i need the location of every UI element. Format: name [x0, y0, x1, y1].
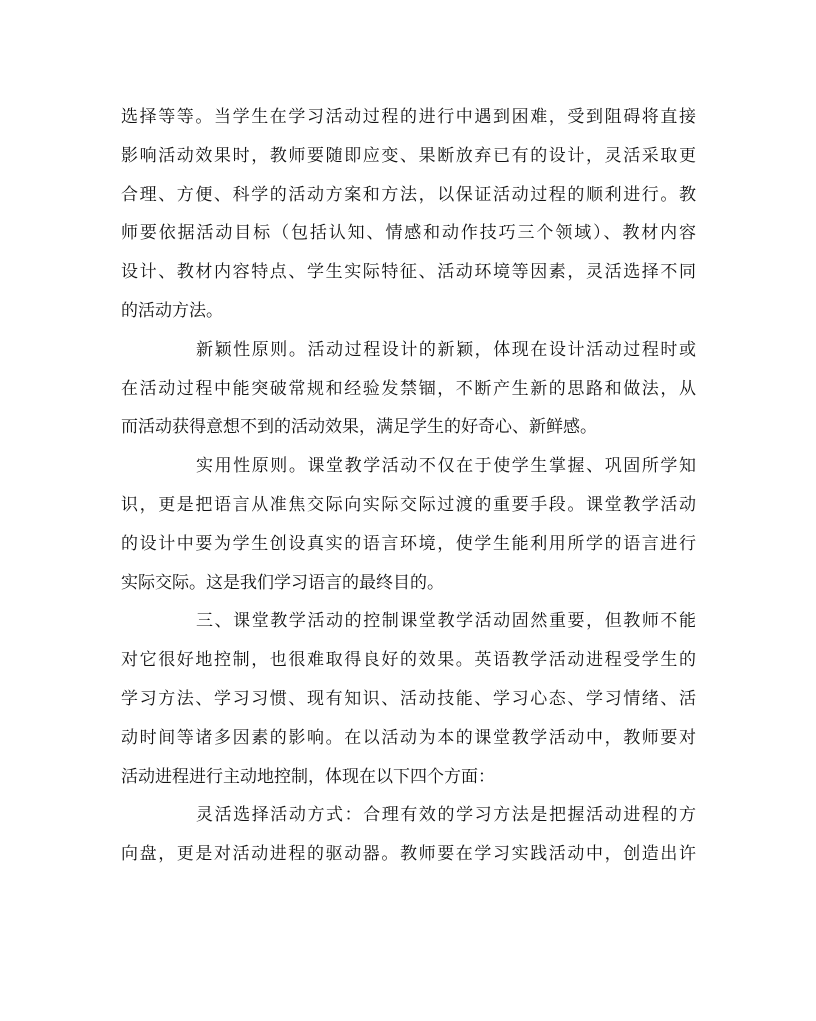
text-line: 学习方法、学习习惯、现有知识、活动技能、学习心态、学习情绪、活 — [121, 688, 696, 709]
text-line: 向盘，更是对活动进程的驱动器。教师要在学习实践活动中，创造出许 — [121, 844, 696, 865]
text-line: 的设计中要为学生创设真实的语言环境，使学生能利用所学的语言进行 — [121, 533, 696, 554]
text-line: 动时间等诸多因素的影响。在以活动为本的课堂教学活动中，教师要对 — [121, 727, 696, 748]
paragraph — [121, 98, 696, 331]
text-line: 在活动过程中能突破常规和经验发禁锢，不断产生新的思路和做法，从 — [121, 378, 696, 399]
paragraph — [121, 796, 696, 874]
text-line: 实际交际。这是我们学习语言的最终目的。 — [121, 572, 444, 593]
text-line: 影响活动效果时，教师要随即应变、果断放弃已有的设计，灵活采取更 — [121, 145, 696, 166]
text-line: 对它很好地控制，也很难取得良好的效果。英语教学活动进程受学生的 — [121, 650, 696, 671]
text-line: 灵活选择活动方式：合理有效的学习方法是把握活动进程的方 — [196, 805, 696, 826]
text-line: 合理、方便、科学的活动方案和方法，以保证活动过程的顺利进行。教 — [121, 184, 696, 205]
paragraph — [121, 331, 696, 447]
text-line: 实用性原则。课堂教学活动不仅在于使学生掌握、巩固所学知 — [196, 456, 696, 477]
text-line: 选择等等。当学生在学习活动过程的进行中遇到困难，受到阻碍将直接 — [121, 107, 696, 127]
body-text — [121, 98, 696, 874]
text-line: 识，更是把语言从准焦交际向实际交际过渡的重要手段。课堂教学活动 — [121, 494, 696, 515]
paragraph — [121, 602, 696, 796]
text-line: 三、课堂教学活动的控制课堂教学活动固然重要，但教师不能 — [196, 611, 696, 632]
text-line: 的活动方法。 — [121, 300, 223, 321]
text-line: 新颖性原则。活动过程设计的新颖，体现在设计活动过程时或 — [196, 339, 696, 360]
text-line: 活动进程进行主动地控制，体现在以下四个方面： — [121, 766, 495, 787]
paragraph — [121, 447, 696, 602]
text-line: 师要依据活动目标（包括认知、情感和动作技巧三个领域）、教材内容 — [121, 223, 696, 244]
text-line: 设计、教材内容特点、学生实际特征、活动环境等因素，灵活选择不同 — [121, 262, 696, 283]
text-line: 而活动获得意想不到的活动效果，满足学生的好奇心、新鲜感。 — [121, 417, 597, 438]
